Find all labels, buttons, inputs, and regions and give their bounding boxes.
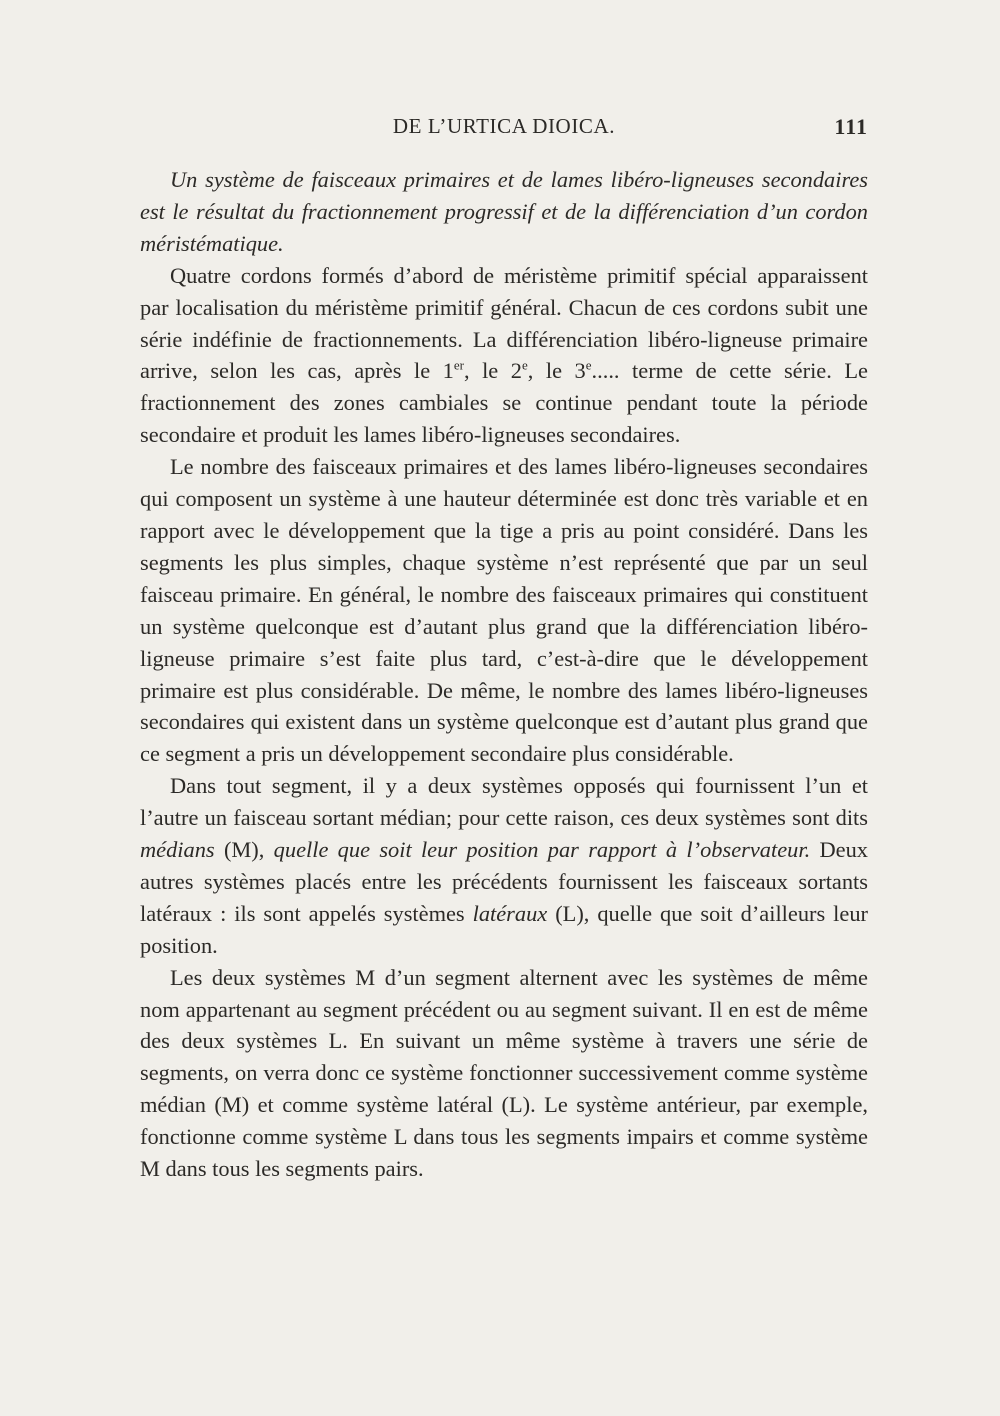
paragraph-text: Quatre cordons formés d’abord de méristème primitif spécial apparaissent par localisation du méristème primitif général. Chacun de ces cordons subit une série indéfinie de fractionnements. La différenciation libéro-ligneuse primaire arrive, selon les cas, après le 1 (140, 262, 868, 384)
paragraph-text: Un système de faisceaux primaires et de lames libéro-ligneuses secondaires est le résultat du fractionnement progressif et de la différenciation d’un cordon méristématique. (140, 167, 868, 256)
paragraph-text: (M), (214, 837, 274, 863)
paragraph-summary (140, 164, 868, 260)
body-text (140, 164, 868, 1185)
paragraph-text: Les deux systèmes M d’un segment alternent avec les systèmes de même nom appartenant au segment précédent ou au segment suivant. Il en est de même des deux systèmes L. En suivant un même système à travers une série de segments, on verra donc ce système fonctionner successivement comme système médian (M) et comme système latéral (L). Le système antérieur, par exemple, fonctionne comme système L dans tous les segments impairs et comme système M dans tous les segments pairs. (140, 964, 868, 1182)
paragraph-text: , le 2 (463, 358, 522, 384)
ordinal-superscript: e (585, 357, 592, 373)
page-number: 111 (834, 114, 868, 139)
paragraph-text: Dans tout segment, il y a deux systèmes opposés qui fournissent l’un et l’autre un faisceau sortant médian; pour cette raison, ces deux systèmes sont dits (140, 773, 868, 831)
paragraph-text: , le 3 (527, 358, 586, 384)
paragraph-text: ..... terme de cette série. Le fractionnement des zones cambiales se continue pendant toute la période secondaire et produit les lames libéro-ligneuses secondaires. (140, 358, 868, 448)
ordinal-superscript: e (521, 357, 528, 373)
italic-term: médians (140, 837, 215, 863)
italic-phrase: quelle que soit leur position par rapport à l’observateur. (273, 837, 811, 863)
paragraph-origin (140, 260, 868, 451)
paragraph-variation (140, 451, 868, 770)
running-title: DE L’URTICA DIOICA. (392, 114, 616, 138)
paragraph-text: Deux autres systèmes placés entre les précédents fournissent les faisceaux sortants latéraux : ils sont appelés systèmes (140, 837, 868, 926)
paragraph-alternation (140, 962, 868, 1185)
paragraph-text: Le nombre des faisceaux primaires et des lames libéro-ligneuses secondaires qui composent un système à une hauteur déterminée est donc très variable et en rapport avec le développement que la tige a pris au point considéré. Dans les segments les plus simples, chaque système n’est représenté que par un seul faisceau primaire. En général, le nombre des faisceaux primaires qui constituent un système quelconque est d’autant plus grand que la différenciation libéro-ligneuse primaire s’est faite plus tard, c’est-à-dire que le développement primaire est plus considérable. De même, le nombre des lames libéro-ligneuses secondaires qui existent dans un système quelconque est d’autant plus grand que ce segment a pris un développement secondaire plus considérable. (140, 454, 868, 767)
page-header (140, 114, 868, 146)
paragraph-text: (L), quelle que soit d’ailleurs leur position. (140, 900, 868, 958)
italic-term: latéraux (472, 900, 548, 926)
ordinal-superscript: er (453, 357, 464, 373)
paragraph-median-systems (140, 770, 868, 961)
